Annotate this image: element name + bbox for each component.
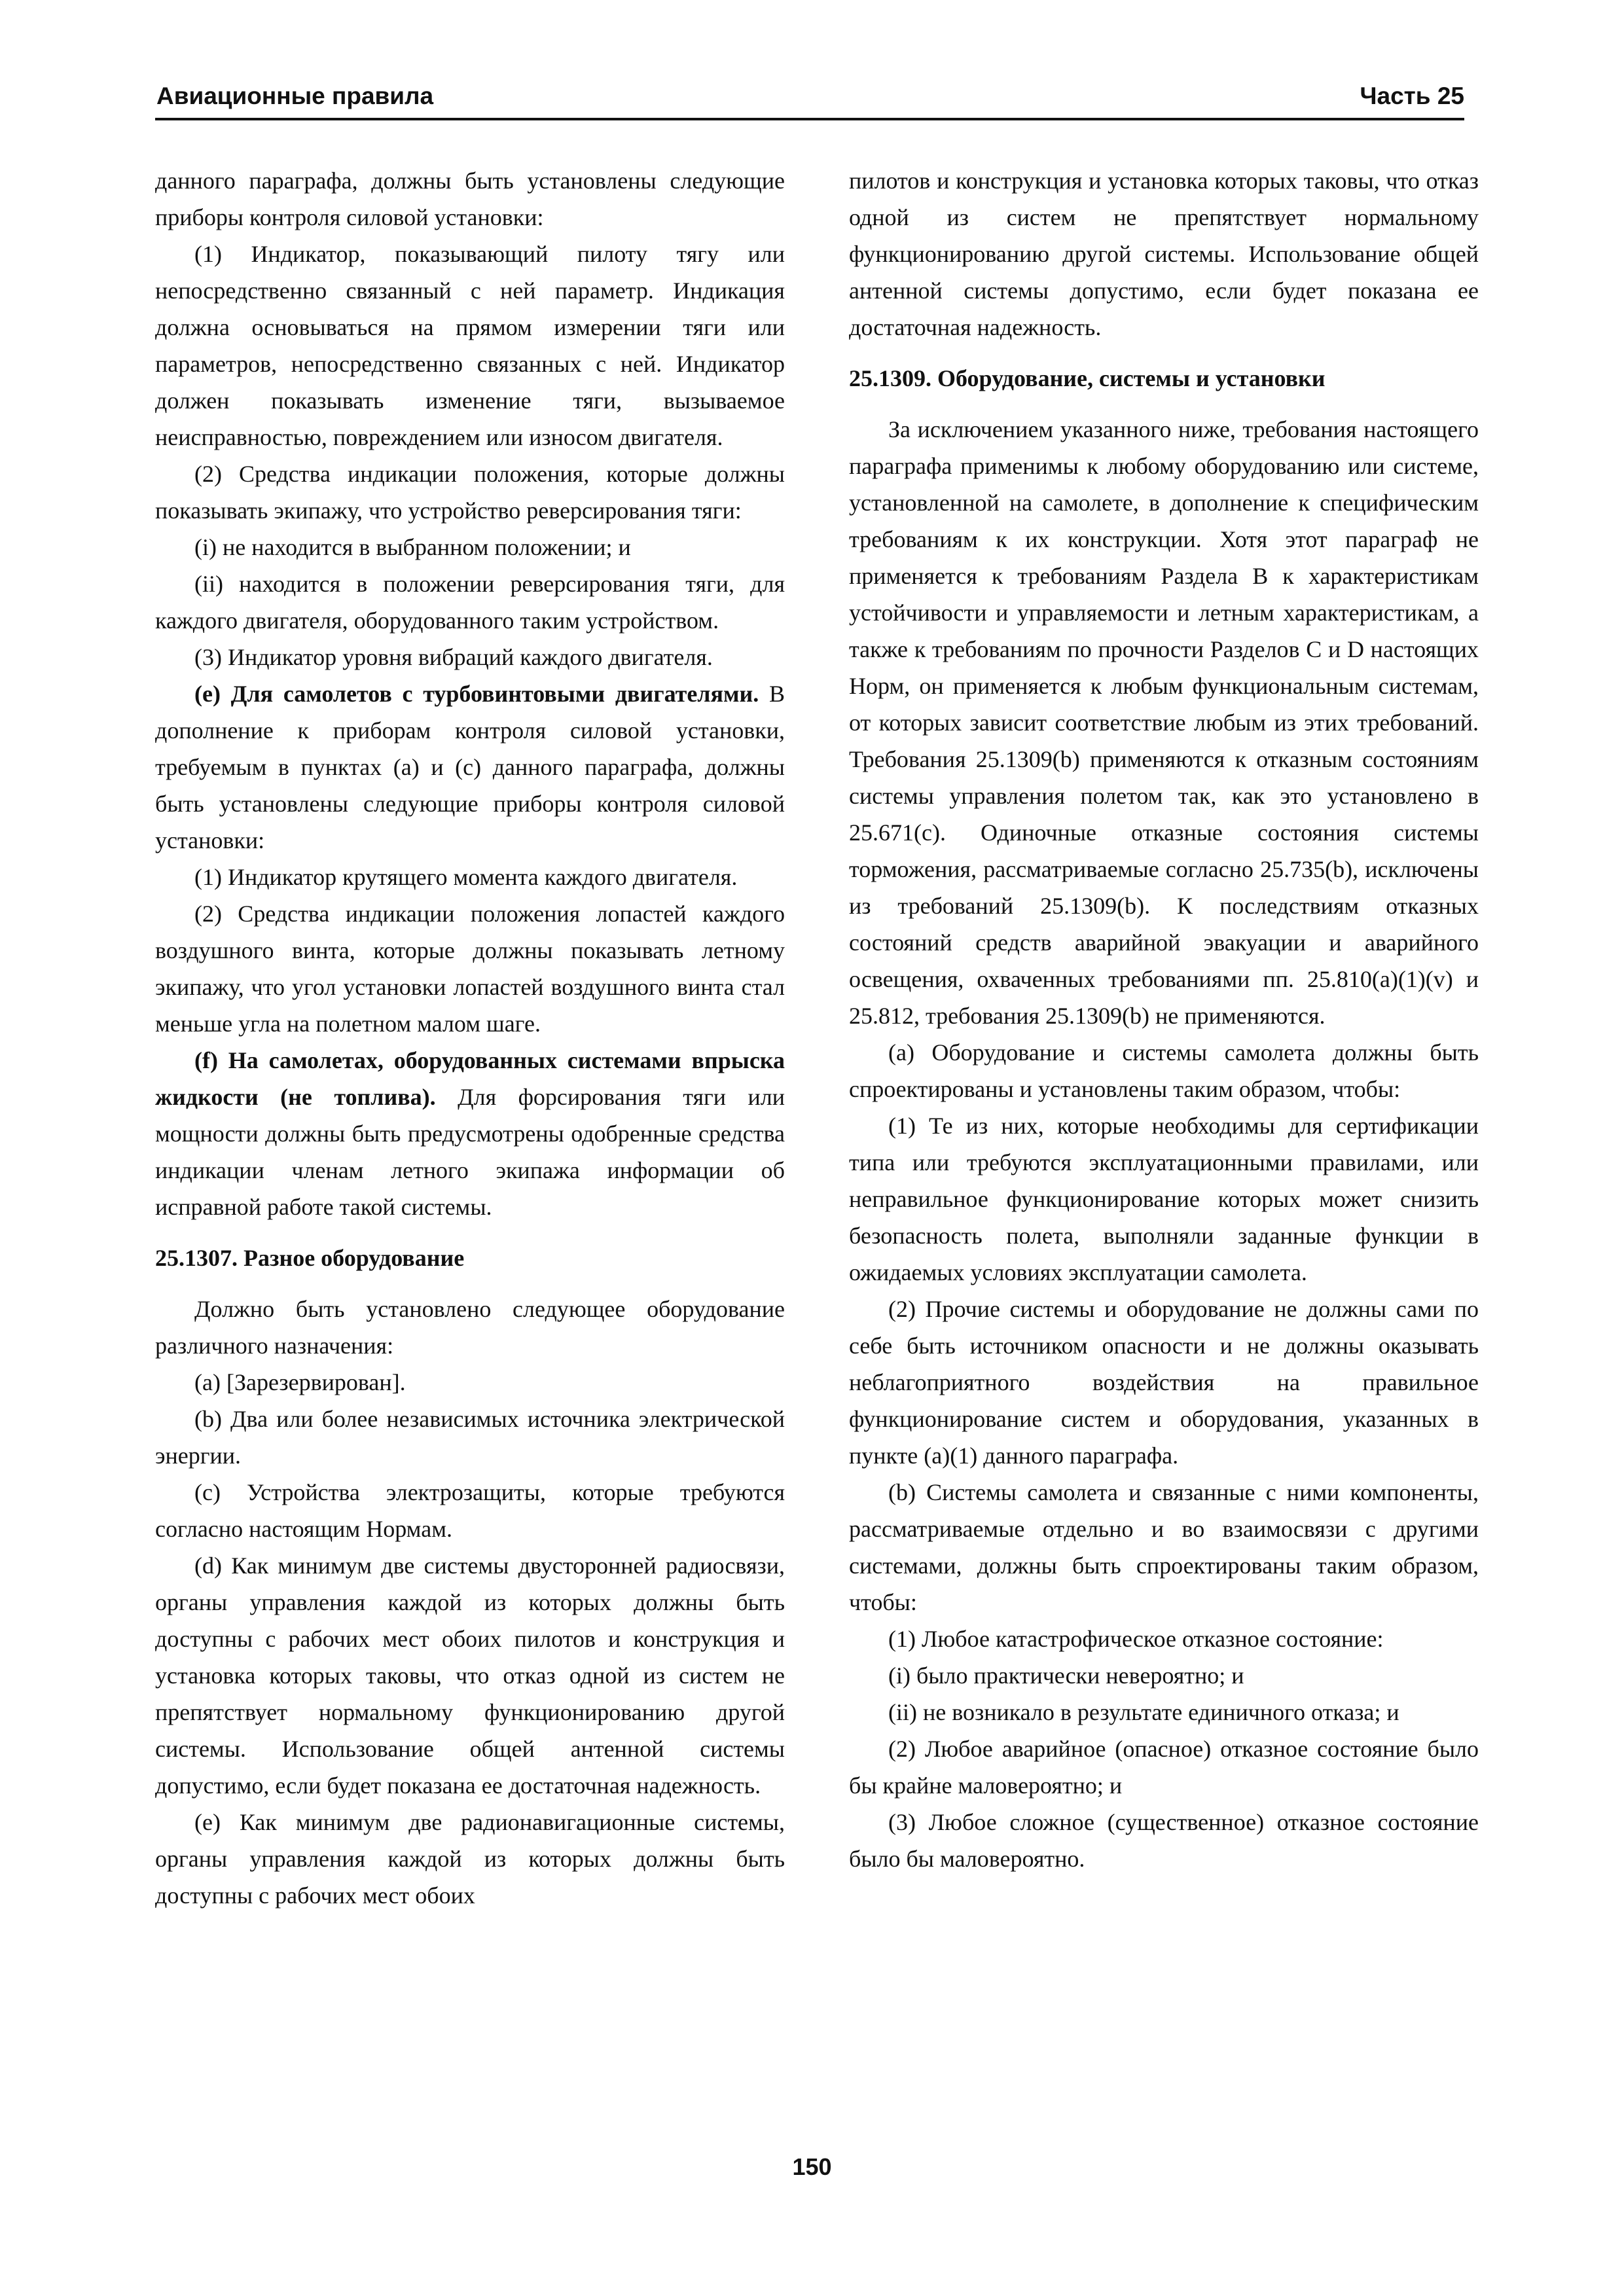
paragraph <box>155 1042 785 1225</box>
paragraph: (a) [Зарезервирован]. <box>194 1369 406 1395</box>
paragraph: (1) Индикатор, показывающий пилоту тягу или непосредственно связанный с ней параметр. Индикация должна основываться на прямом измерении тяги или параметров, непосредственно связанных с ней. Индикатор должен показывать изменение тяги, вызываемое неисправностью, повреждением или износом двигателя. <box>155 241 785 450</box>
subsection-heading: (e) Для самолетов с турбовинтовыми двигателями. <box>194 681 759 707</box>
subsection-heading: (f) На самолетах, оборудованных системами впрыска жидкости (не топлива). <box>155 1047 785 1110</box>
section-heading: 25.1307. Разное оборудование <box>155 1245 465 1271</box>
paragraph: (i) не находится в выбранном положении; и <box>194 534 631 560</box>
paragraph: (b) Два или более независимых источника электрической энергии. <box>155 1406 785 1469</box>
running-header <box>155 77 1464 120</box>
header-part-label: Часть 25 <box>1360 82 1464 109</box>
paragraph: (2) Любое аварийное (опасное) отказное состояние было бы крайне маловероятно; и <box>849 1736 1479 1799</box>
paragraph: (e) Как минимум две радионавигационные системы, органы управления каждой из которых должны быть доступны с рабочих мест обоих <box>155 1809 785 1909</box>
page-number: 150 <box>792 2153 832 2180</box>
paragraph: пилотов и конструкция и установка которых таковы, что отказ одной из систем не препятствует нормальному функционированию другой системы. Использование общей антенной системы допустимо, если будет показана ее достаточная надежность. <box>849 168 1479 340</box>
paragraph <box>155 675 785 859</box>
paragraph: За исключением указанного ниже, требования настоящего параграфа применимы к любому оборудованию или системе, установленной на самолете, в дополнение к специфическим требованиям к их конструкции. Хотя этот параграф не применяется к требованиям Раздела B к характеристикам устойчивости и управляемости и летным характеристикам, а также к требованиям по прочности Разделов C и D настоящих Норм, он применяется к любым функциональным системам, от которых зависит соответствие любым из этих требований. Требования 25.1309(b) применяются к отказным состояниям системы управления полетом так, как это установлено в 25.671(c). Одиночные отказные состояния системы торможения, рассматриваемые согласно 25.735(b), исключены из требований 25.1309(b). К последствиям отказных состояний средств аварийной эвакуации и аварийного освещения, охваченных требованиями пп. 25.810(a)(1)(v) и 25.812, требования 25.1309(b) не применяются. <box>849 416 1479 1029</box>
paragraph: (2) Прочие системы и оборудование не должны сами по себе быть источником опасности и не должны оказывать неблагоприятного воздействия на правильное функционирование систем и оборудования, указанных в пункте (a)(1) данного параграфа. <box>849 1296 1479 1469</box>
paragraph: (c) Устройства электрозащиты, которые требуются согласно настоящим Нормам. <box>155 1479 785 1542</box>
left-column <box>155 162 785 1914</box>
paragraph: (1) Те из них, которые необходимы для сертификации типа или требуются эксплуатационными правилами, или неправильное функционирование которых может снизить безопасность полета, выполняли заданные функции в ожидаемых условиях эксплуатации самолета. <box>849 1113 1479 1285</box>
paragraph: (2) Средства индикации положения лопастей каждого воздушного винта, которые должны показывать летному экипажу, что угол установки лопастей воздушного винта стал меньше угла на полетном малом шаге. <box>155 901 785 1037</box>
paragraph: (1) Индикатор крутящего момента каждого двигателя. <box>194 864 738 890</box>
paragraph: (ii) находится в положении реверсирования тяги, для каждого двигателя, оборудованного таким устройством. <box>155 571 785 634</box>
paragraph: (3) Индикатор уровня вибраций каждого двигателя. <box>194 644 713 670</box>
paragraph: (1) Любое катастрофическое отказное состояние: <box>888 1626 1384 1652</box>
right-column <box>849 162 1479 1877</box>
paragraph-text: Для форсирования тяги или мощности должны быть предусмотрены одобренные средства индикации членам летного экипажа информации об исправной работе такой системы. <box>155 1084 785 1220</box>
header-document-title: Авиационные правила <box>156 82 434 109</box>
paragraph: (i) было практически невероятно; и <box>888 1662 1244 1689</box>
paragraph: (3) Любое сложное (существенное) отказное состояние было бы маловероятно. <box>849 1809 1479 1872</box>
paragraph: (ii) не возникало в результате единичного отказа; и <box>888 1699 1399 1725</box>
paragraph: (b) Системы самолета и связанные с ними компоненты, рассматриваемые отдельно и во взаимосвязи с другими системами, должны быть спроектированы таким образом, чтобы: <box>849 1479 1479 1615</box>
paragraph: (d) Как минимум две системы двусторонней радиосвязи, органы управления каждой из которых должны быть доступны с рабочих мест обоих пилотов и конструкция и установка которых таковы, что отказ одной из систем не препятствует нормальному функционированию другой системы. Использование общей антенной системы допустимо, если будет показана ее достаточная надежность. <box>155 1552 785 1799</box>
section-heading: 25.1309. Оборудование, системы и установки <box>849 365 1326 391</box>
paragraph: (a) Оборудование и системы самолета должны быть спроектированы и установлены таким образом, чтобы: <box>849 1039 1479 1102</box>
paragraph: (2) Средства индикации положения, которые должны показывать экипажу, что устройство реверсирования тяги: <box>155 461 785 524</box>
paragraph: Должно быть установлено следующее оборудование различного назначения: <box>155 1296 785 1359</box>
paragraph: данного параграфа, должны быть установлены следующие приборы контроля силовой установки: <box>155 168 785 230</box>
paragraph-text: В дополнение к приборам контроля силовой установки, требуемым в пунктах (a) и (c) данного параграфа, должны быть установлены следующие приборы контроля силовой установки: <box>155 681 785 853</box>
